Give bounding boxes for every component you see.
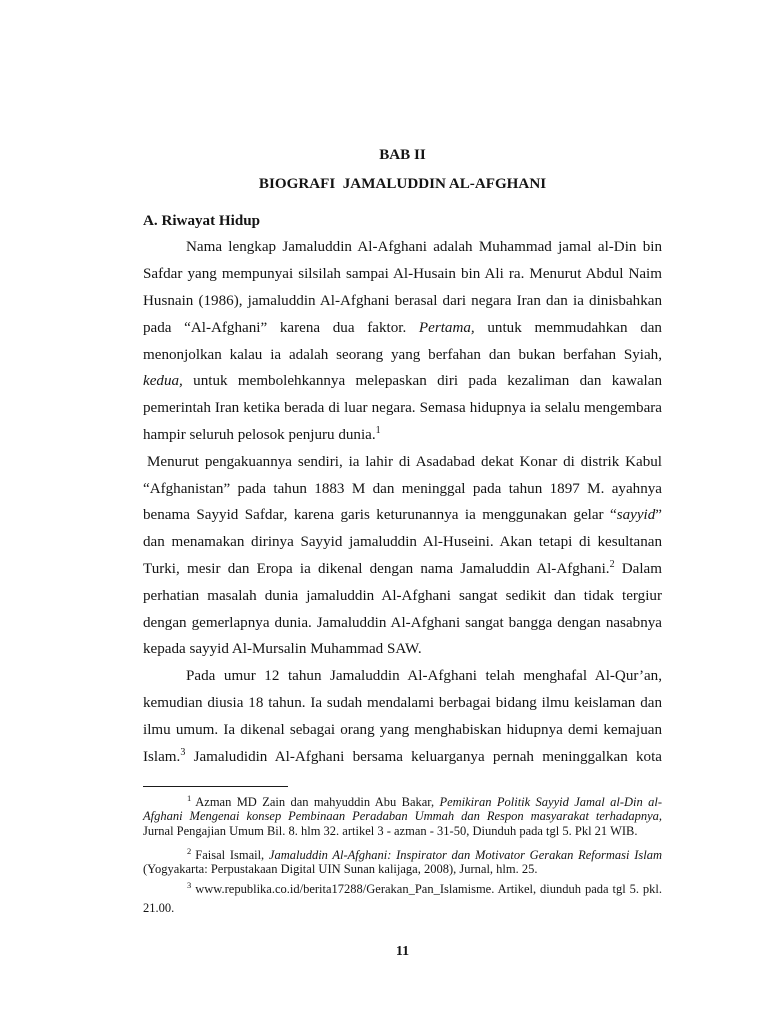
text-line xyxy=(143,315,662,342)
footnote-2 xyxy=(143,845,662,878)
text-line: Nama lengkap Jamaluddin Al-Afghani adalah Muhammad jamal al-Din bin xyxy=(186,239,662,256)
footnote-separator xyxy=(143,786,288,787)
italic-text: kedua, xyxy=(143,373,183,390)
footnote-line xyxy=(143,792,662,810)
text-line: Husnain (1986), jamaluddin Al-Afghani berasal dari negara Iran dan ia dinisbahkan xyxy=(143,292,662,309)
italic-text: Pertama, xyxy=(418,319,475,336)
text-segment: ” xyxy=(655,507,662,524)
text-line: dan menamakan dirinya Sayyid jamaluddin Al-Huseini. Akan tetapi di kesultanan xyxy=(143,534,662,551)
footnote-ref: 1 xyxy=(375,424,381,436)
text-line xyxy=(143,368,662,395)
chapter-title: BIOGRAFI JAMALUDDIN AL-AFGHANI xyxy=(258,175,547,192)
text-line: dengan gemerlapnya dunia. Jamaluddin Al-Afghani sangat bangga dengan nasabnya xyxy=(143,614,662,631)
text-segment: Faisal Ismail, xyxy=(195,847,269,862)
text-line: menonjolkan kalau ia adalah seorang yang berfahan dan bukan berfahan Syiah, xyxy=(143,346,662,363)
italic-text: sayyid xyxy=(616,507,656,524)
text-line: perhatian masalah dunia jamaluddin Al-Afghani sangat sedikit dan tidak tergiur xyxy=(143,587,662,604)
section-heading: A. Riwayat Hidup xyxy=(143,212,260,229)
footnote-line xyxy=(143,880,662,899)
text-line xyxy=(143,422,662,449)
text-segment: Turki, mesir dan Eropa ia dikenal dengan nama Jamaluddin Al-Afghani. xyxy=(143,560,610,577)
italic-text: Jamaluddin Al-Afghani: Inspirator dan Motivator Gerakan Reformasi Islam xyxy=(268,847,662,862)
footnote-ref: 2 xyxy=(609,558,615,570)
footnote-ref: 3 xyxy=(180,746,186,758)
text-segment: untuk membolehkannya melepaskan diri pada kezaliman dan kawalan xyxy=(182,373,662,390)
paragraph-1 xyxy=(143,234,662,448)
body-text xyxy=(143,208,662,771)
text-segment: www.republika.co.id/berita17288/Gerakan_Pan_Islamisme. Artikel, diunduh pada tgl 5. pkl. xyxy=(195,881,662,896)
text-segment: untuk memmudahkan dan xyxy=(474,319,662,336)
text-segment: benama Sayyid Safdar, karena garis keturunannya ia menggunakan gelar “ xyxy=(143,507,617,524)
text-line: Pada umur 12 tahun Jamaluddin Al-Afghani telah menghafal Al-Qur’an, xyxy=(186,668,662,685)
text-segment: hampir seluruh pelosok penjuru dunia. xyxy=(143,426,376,443)
footnote-number: 2 xyxy=(187,845,192,856)
footnote-1 xyxy=(143,792,662,839)
text-line: kepada sayyid Al-Mursalin Muhammad SAW. xyxy=(143,641,422,658)
footnote-number: 3 xyxy=(187,879,192,890)
footnote-line: Jurnal Pengajian Umum Bil. 8. hlm 32. artikel 3 - azman - 31-50, Diunduh pada tgl 5. Pkl 21 WIB. xyxy=(143,824,638,839)
text-line: Menurut pengakuannya sendiri, ia lahir di Asadabad dekat Konar di distrik Kabul xyxy=(147,453,662,470)
text-segment: Islam. xyxy=(143,748,181,765)
footnote-line: 21.00. xyxy=(143,900,175,915)
text-line: pemerintah Iran ketika berada di luar negara. Semasa hidupnya ia selalu mengembara xyxy=(143,400,662,417)
text-line: “Afghanistan” pada tahun 1883 M dan meninggal pada tahun 1897 M. ayahnya xyxy=(143,480,662,497)
page-number: 11 xyxy=(395,943,410,959)
footnote-number: 1 xyxy=(187,792,192,803)
paragraph-3 xyxy=(143,663,662,770)
text-line: Safdar yang mempunyai silsilah sampai Al-Husain bin Ali ra. Menurut Abdul Naim xyxy=(143,266,662,283)
chapter-label: BAB II xyxy=(379,146,426,163)
footnote-line xyxy=(143,845,662,863)
text-line: ilmu umum. Ia dikenal sebagai orang yang menghabiskan hidupnya demi kemajuan xyxy=(143,721,662,738)
italic-text: Pemikiran Politik Sayyid Jamal al-Din al- xyxy=(439,794,662,809)
paragraph-2 xyxy=(143,449,662,663)
footnote-3 xyxy=(143,880,662,918)
footnote-line: Afghani Mengenai konsep Pembinaan Peradaban Ummah dan Respon masyarakat terhadapnya, xyxy=(143,809,662,824)
text-line xyxy=(143,502,662,529)
footnote-line: (Yogyakarta: Perpustakaan Digital UIN Sunan kalijaga, 2008), Jurnal, hlm. 25. xyxy=(143,862,538,877)
text-line xyxy=(143,556,662,583)
text-segment: Azman MD Zain dan mahyuddin Abu Bakar, xyxy=(195,794,440,809)
text-segment: Jamaludidin Al-Afghani bersama keluarganya pernah meninggalkan kota xyxy=(185,748,662,765)
text-line: kemudian diusia 18 tahun. Ia sudah mendalami berbagai bidang ilmu keislaman dan xyxy=(143,694,662,711)
text-segment: Dalam xyxy=(614,560,662,577)
text-line xyxy=(143,744,662,771)
text-segment: pada “Al-Afghani” karena dua faktor. xyxy=(143,319,419,336)
